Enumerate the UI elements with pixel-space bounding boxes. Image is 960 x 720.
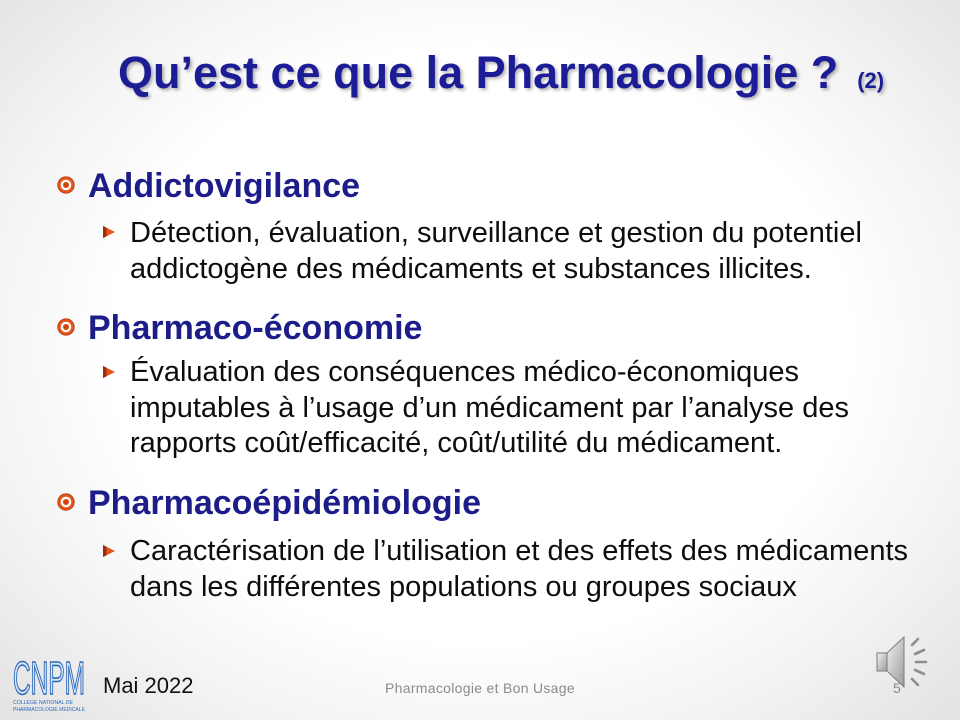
description-line: Évaluation des conséquences médico-économiques — [130, 356, 800, 388]
arrow-side — [103, 366, 107, 378]
cnpm-logo — [10, 650, 88, 714]
bullet-core — [64, 183, 68, 187]
logo-subtitle-line: COLLEGE NATIONAL DE — [13, 700, 74, 706]
circle-bullet-icon — [57, 318, 75, 336]
sound-wave — [912, 679, 918, 685]
footer-title: Pharmacologie et Bon Usage — [385, 680, 575, 696]
arrow-side — [103, 226, 107, 238]
description-line: addictogène des médicaments et substances illicites. — [130, 252, 812, 285]
speaker-icon[interactable] — [873, 632, 937, 692]
footer-date: Mai 2022 — [103, 673, 194, 698]
bullet-description — [130, 355, 849, 462]
sound-waves — [912, 639, 926, 685]
circle-bullet-icon — [57, 493, 75, 511]
sound-wave — [912, 639, 918, 645]
sound-wave — [915, 670, 924, 674]
logo-wordmark: CNPM — [13, 652, 85, 704]
arrow-bullet-icon — [102, 225, 116, 239]
slide-title-text: Qu’est ce que la Pharmacologie ? — [118, 47, 839, 98]
description-line: Caractérisation de l’utilisation et des effets des médicaments — [130, 535, 909, 567]
slide-title — [118, 45, 884, 109]
description-line: rapports coût/efficacité, coût/utilité du médicament. — [130, 427, 783, 459]
bullet-description — [130, 216, 862, 287]
bullet-description — [130, 534, 908, 605]
arrow-side — [103, 545, 107, 557]
bullet-core — [64, 325, 68, 329]
sound-wave — [915, 650, 924, 654]
arrow-bullet-icon — [102, 365, 116, 379]
description-line: Détection, évaluation, surveillance et gestion du potentiel — [130, 217, 862, 249]
slide-title-part-number: (2) — [857, 68, 885, 93]
logo-subtitle-line: PHARMACOLOGIE MEDICALE — [13, 707, 86, 713]
description-line: dans les différentes populations ou groupes sociaux — [130, 570, 797, 603]
arrow-bullet-icon — [102, 544, 116, 558]
circle-bullet-icon — [57, 176, 75, 194]
bullet-heading: Pharmaco-économie — [88, 309, 423, 347]
description-line: imputables à l’usage d’un médicament par l’analyse des — [130, 391, 849, 424]
page-number: 5 — [893, 680, 901, 696]
bullet-heading: Pharmacoépidémiologie — [88, 484, 481, 522]
bullet-core — [64, 500, 68, 504]
speaker-body — [877, 653, 887, 671]
bullet-heading: Addictovigilance — [88, 167, 361, 205]
